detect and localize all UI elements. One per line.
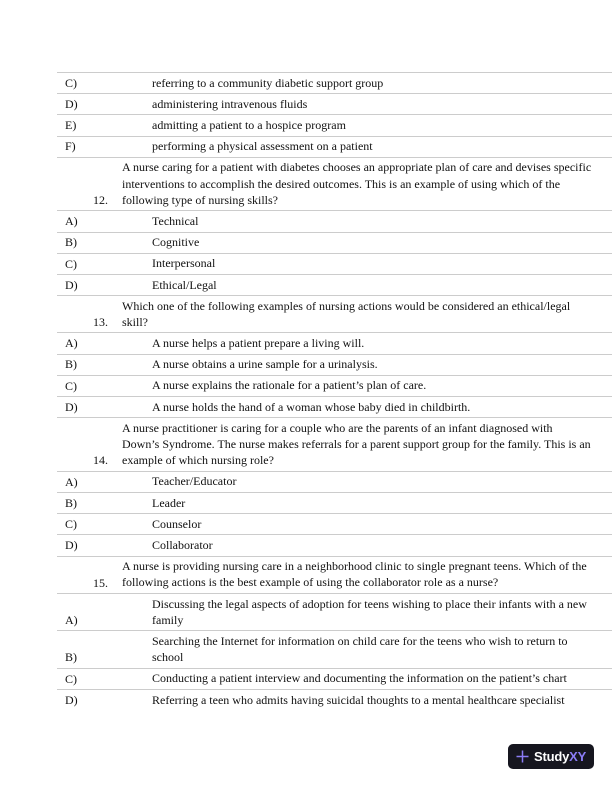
text-line: following type of nursing skills? xyxy=(122,192,278,207)
row-label: A) xyxy=(65,612,78,627)
row-label: D) xyxy=(65,399,78,414)
text-line: Counselor xyxy=(152,516,202,531)
row-label: 13. xyxy=(93,315,108,330)
table-row xyxy=(57,514,612,535)
text-line: referring to a community diabetic support group xyxy=(152,75,384,90)
table-row xyxy=(57,232,612,253)
table-row xyxy=(57,253,612,274)
table-row xyxy=(57,73,612,94)
row-label: 14. xyxy=(93,453,108,468)
question-table-body xyxy=(57,73,612,711)
row-text xyxy=(122,211,612,232)
text-line: Discussing the legal aspects of adoption for teens wishing to place their infants with a new xyxy=(152,596,587,611)
row-label: D) xyxy=(65,538,78,553)
table-row xyxy=(57,354,612,375)
text-line: Teacher/Educator xyxy=(152,474,237,489)
text-line: performing a physical assessment on a patient xyxy=(152,139,373,154)
brand-wordmark xyxy=(534,749,586,764)
row-label: 15. xyxy=(93,575,108,590)
row-text xyxy=(122,94,612,115)
table-row xyxy=(57,375,612,396)
table-row xyxy=(57,471,612,492)
plus-icon xyxy=(515,749,530,764)
text-line: Leader xyxy=(152,495,186,510)
row-label: C) xyxy=(65,517,77,531)
text-line: Referring a teen who admits having suicidal thoughts to a mental healthcare specialist xyxy=(152,692,565,707)
row-label: B) xyxy=(65,650,77,665)
table-row xyxy=(57,211,612,232)
table-row xyxy=(57,535,612,556)
table-row xyxy=(57,493,612,514)
row-label: C) xyxy=(65,378,77,393)
text-line: Interpersonal xyxy=(152,256,216,271)
text-line: following actions is the best example of using the collaborator role as a nurse? xyxy=(122,575,499,590)
row-text xyxy=(122,375,612,396)
row-label: D) xyxy=(65,692,78,707)
table-row xyxy=(57,94,612,115)
row-text xyxy=(122,136,612,157)
row-text xyxy=(122,593,612,630)
text-line: family xyxy=(152,612,184,627)
table-row xyxy=(57,689,612,710)
row-label: B) xyxy=(65,357,77,372)
row-text xyxy=(122,535,612,556)
table-row xyxy=(57,668,612,689)
table-row xyxy=(57,631,612,668)
text-line: A nurse practitioner is caring for a couple who are the parents of an infant diagnosed with xyxy=(122,420,553,435)
table-row xyxy=(57,333,612,354)
text-line: A nurse explains the rationale for a patient’s plan of care. xyxy=(152,378,427,393)
row-text xyxy=(122,418,612,472)
table-row xyxy=(57,593,612,630)
row-label: A) xyxy=(65,336,78,351)
row-text xyxy=(122,354,612,375)
row-label: B) xyxy=(65,495,77,510)
table-row xyxy=(57,296,612,333)
studyxy-badge xyxy=(508,744,594,769)
text-line: Collaborator xyxy=(152,537,213,552)
row-label: D) xyxy=(65,96,78,111)
row-label: C) xyxy=(65,256,77,271)
text-line: A nurse helps a patient prepare a living will. xyxy=(152,336,365,351)
text-line: skill? xyxy=(122,314,148,329)
text-line: Conducting a patient interview and documenting the information on the patient’s chart xyxy=(152,671,567,686)
text-line: Ethical/Legal xyxy=(152,277,217,292)
row-text xyxy=(122,253,612,274)
text-line: Which one of the following examples of nursing actions would be considered an ethical/legal xyxy=(122,298,571,313)
text-line: A nurse caring for a patient with diabetes chooses an appropriate plan of care and devises specific xyxy=(122,160,592,175)
row-text xyxy=(122,556,612,593)
text-line: example of which nursing role? xyxy=(122,453,274,468)
row-text xyxy=(122,115,612,136)
row-label: C) xyxy=(65,671,77,686)
row-text xyxy=(122,232,612,253)
text-line: Searching the Internet for information on child care for the teens who wish to return to xyxy=(152,633,568,648)
row-text xyxy=(122,274,612,295)
row-text xyxy=(122,689,612,710)
row-text xyxy=(122,73,612,94)
text-line: admitting a patient to a hospice program xyxy=(152,117,346,132)
text-line: A nurse is providing nursing care in a neighborhood clinic to single pregnant teens. Which of the xyxy=(122,559,587,574)
row-label: E) xyxy=(65,118,77,133)
table-row xyxy=(57,397,612,418)
row-label: C) xyxy=(65,75,77,90)
row-label: 12. xyxy=(93,192,108,207)
text-line: A nurse obtains a urine sample for a urinalysis. xyxy=(152,357,378,372)
row-text xyxy=(122,668,612,689)
brand-study-text: Study xyxy=(534,749,570,764)
row-text xyxy=(122,397,612,418)
row-label: F) xyxy=(65,139,76,154)
row-text xyxy=(122,493,612,514)
row-label: B) xyxy=(65,235,77,250)
table-row xyxy=(57,157,612,211)
row-text xyxy=(122,514,612,535)
row-label: A) xyxy=(65,474,78,489)
row-text xyxy=(122,296,612,333)
text-line: Cognitive xyxy=(152,235,200,250)
table-row xyxy=(57,136,612,157)
table-row xyxy=(57,274,612,295)
row-text xyxy=(122,631,612,668)
row-label: D) xyxy=(65,277,78,292)
row-text xyxy=(122,157,612,211)
text-line: A nurse holds the hand of a woman whose baby died in childbirth. xyxy=(152,399,471,414)
text-line: interventions to accomplish the desired outcomes. This is an example of using which of the xyxy=(122,176,561,191)
brand-xy-text: XY xyxy=(569,749,587,764)
row-label: A) xyxy=(65,214,78,229)
row-text xyxy=(122,333,612,354)
question-table xyxy=(57,72,612,710)
table-row xyxy=(57,556,612,593)
text-line: school xyxy=(152,650,184,665)
text-line: administering intravenous fluids xyxy=(152,96,308,111)
text-line: Down’s Syndrome. The nurse makes referrals for a parent support group for the family. This is an xyxy=(122,437,591,452)
table-row xyxy=(57,115,612,136)
row-text xyxy=(122,471,612,492)
text-line: Technical xyxy=(152,213,199,228)
table-row xyxy=(57,418,612,472)
